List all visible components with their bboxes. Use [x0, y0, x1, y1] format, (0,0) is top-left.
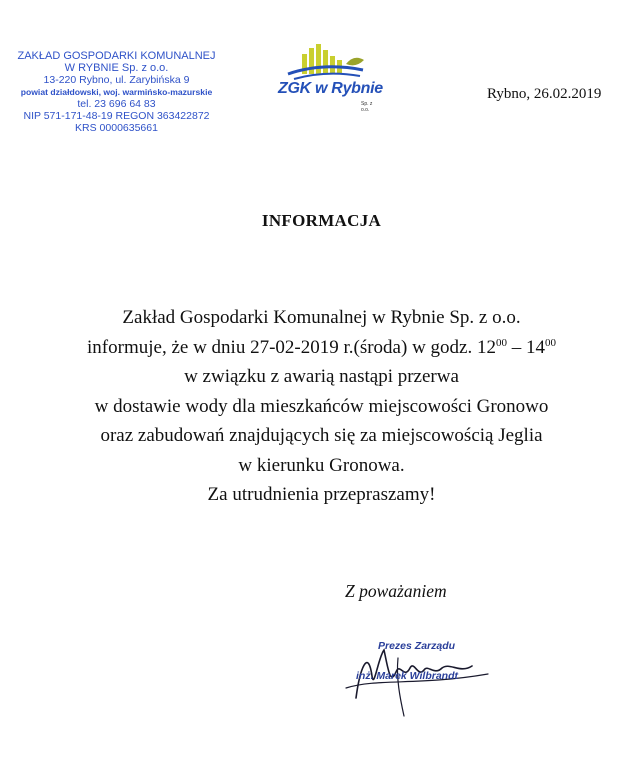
announcement-body	[0, 303, 643, 510]
company-stamp	[4, 50, 229, 134]
stamp-line: tel. 23 696 64 83	[77, 98, 156, 110]
time-end-hour: 14	[525, 336, 545, 358]
stamp-line: 13-220 Rybno, ul. Zarybińska 9	[43, 74, 190, 86]
body-line: oraz zabudowań znajdujących się za miejscowością Jeglia	[100, 425, 543, 446]
body-line-text: informuje, że w dniu 27-02-2019 r.(środa) w godz.	[87, 336, 477, 358]
time-separator: –	[506, 336, 526, 358]
signature-title: Prezes Zarządu	[378, 640, 456, 652]
logo-graphic	[268, 40, 378, 82]
closing-phrase: Z poważaniem	[345, 581, 447, 601]
body-line: w dostawie wody dla mieszkańców miejscowości Gronowo	[94, 395, 549, 417]
stamp-line: powiat działdowski, woj. warmińsko-mazurskie	[20, 87, 213, 97]
time-end-minutes: 00	[544, 336, 556, 349]
logo-subtext: Sp. z o.o.	[361, 101, 373, 113]
stamp-line: ZAKŁAD GOSPODARKI KOMUNALNEJ	[17, 50, 216, 62]
logo-text: ZGK w Rybnie	[278, 80, 383, 97]
company-logo	[268, 40, 383, 113]
document-date: Rybno, 26.02.2019	[487, 86, 602, 102]
stamp-line: W RYBNIE Sp. z o.o.	[64, 62, 169, 74]
time-start-hour: 12	[476, 336, 496, 358]
document-heading: INFORMACJA	[261, 211, 382, 230]
body-line-with-time	[0, 333, 643, 363]
body-line: w kierunku Gronowa.	[238, 454, 405, 476]
body-line: Za utrudnienia przepraszamy!	[207, 484, 436, 505]
body-line: w związku z awarią nastąpi przerwa	[184, 366, 459, 387]
stamp-line: NIP 571-171-48-19 REGON 363422872	[23, 110, 210, 122]
stamp-line: KRS 0000635661	[75, 122, 158, 134]
time-start-minutes: 00	[495, 336, 507, 349]
signature-name: inż. Marek Wilbrandt	[356, 670, 459, 682]
body-line: Zakład Gospodarki Komunalnej w Rybnie Sp. z o.o.	[122, 307, 521, 328]
